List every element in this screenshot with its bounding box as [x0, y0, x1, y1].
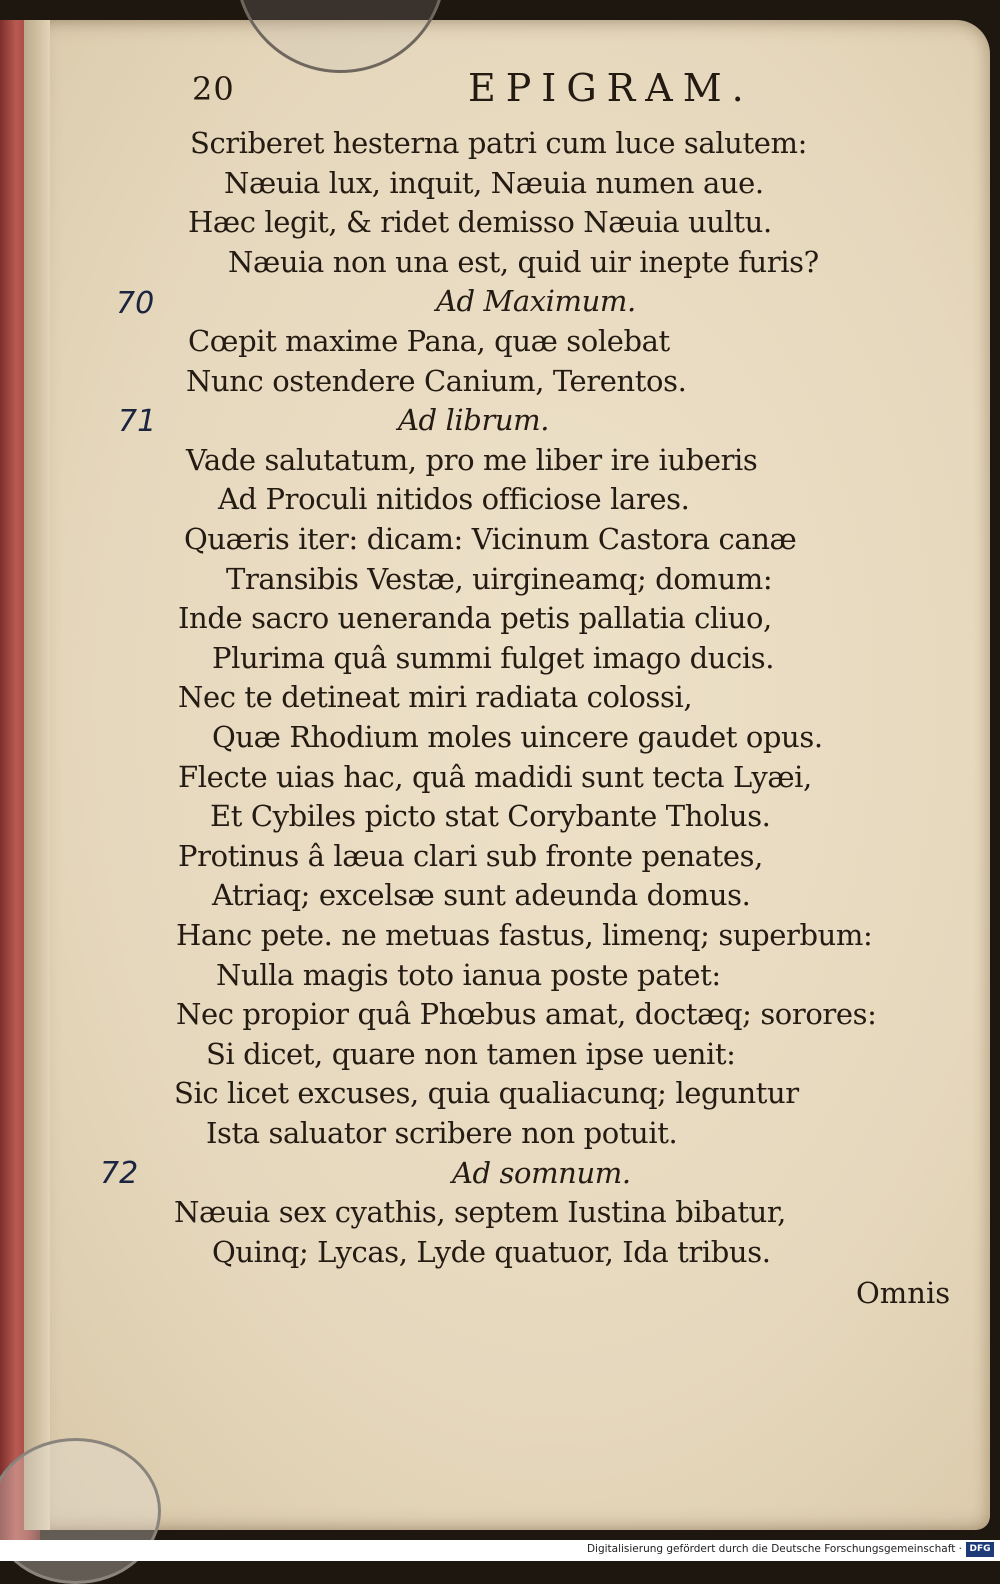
page-gutter: [24, 20, 50, 1530]
catchword: Omnis: [856, 1276, 951, 1310]
text-line: Protinus â læua clari sub fronte penates,: [178, 839, 763, 873]
text-line: Flecte uias hac, quâ madidi sunt tecta Lyæi,: [178, 760, 812, 794]
running-head: [0, 60, 1000, 120]
text-line: Næuia lux, inquit, Næuia numen aue.: [224, 166, 764, 200]
footer-bar: [0, 1540, 1000, 1561]
text-line: Transibis Vestæ, uirgineamq; domum:: [226, 562, 773, 596]
margin-number: 70: [116, 286, 155, 321]
text-line: Atriaq; excelsæ sunt adeunda domus.: [212, 878, 751, 912]
margin-number: 71: [118, 404, 157, 439]
text-line: Næuia non una est, quid uir inepte furis?: [228, 245, 819, 279]
text-line: Inde sacro ueneranda petis pallatia cliuo,: [178, 601, 772, 635]
dfg-logo-icon: DFG: [966, 1542, 994, 1557]
epigram-heading: Ad somnum.: [452, 1156, 631, 1190]
epigram-heading: Ad Maximum.: [436, 284, 636, 318]
epigram-heading: Ad librum.: [398, 403, 550, 437]
text-line: Næuia sex cyathis, septem Iustina bibatur,: [174, 1195, 786, 1229]
text-line: Nulla magis toto ianua poste patet:: [216, 958, 721, 992]
text-line: Quæris iter: dicam: Vicinum Castora canæ: [184, 522, 797, 556]
text-line: Nec te detineat miri radiata colossi,: [178, 680, 693, 714]
text-line: Ad Proculi nitidos officiose lares.: [218, 482, 690, 516]
text-line: Vade salutatum, pro me liber ire iuberis: [186, 443, 758, 477]
text-line: Cœpit maxime Pana, quæ solebat: [188, 324, 670, 358]
text-line: Et Cybiles picto stat Corybante Tholus.: [210, 799, 771, 833]
margin-number: 72: [100, 1156, 139, 1191]
text-line: Nec propior quâ Phœbus amat, doctæq; sorores:: [176, 997, 877, 1031]
text-line: Ista saluator scribere non potuit.: [206, 1116, 678, 1150]
text-line: Si dicet, quare non tamen ipse uenit:: [206, 1037, 736, 1071]
text-line: Quæ Rhodium moles uincere gaudet opus.: [212, 720, 823, 754]
text-line: Nunc ostendere Canium, Terentos.: [186, 364, 687, 398]
running-title: EPIGRAM.: [468, 66, 754, 110]
text-line: Sic licet excuses, quia qualiacunq; leguntur: [174, 1076, 799, 1110]
text-line: Plurima quâ summi fulget imago ducis.: [212, 641, 775, 675]
text-line: Hæc legit, & ridet demisso Næuia uultu.: [188, 205, 772, 239]
glass-clip-bottom: [0, 1438, 161, 1584]
text-line: Quinq; Lycas, Lyde quatuor, Ida tribus.: [212, 1235, 771, 1269]
digitization-credit: Digitalisierung gefördert durch die Deutsche Forschungsgemeinschaft ·: [586, 1543, 962, 1555]
text-line: Scriberet hesterna patri cum luce salutem:: [190, 126, 807, 160]
text-line: Hanc pete. ne metuas fastus, limenq; superbum:: [176, 918, 873, 952]
page-number: 20: [192, 70, 235, 108]
